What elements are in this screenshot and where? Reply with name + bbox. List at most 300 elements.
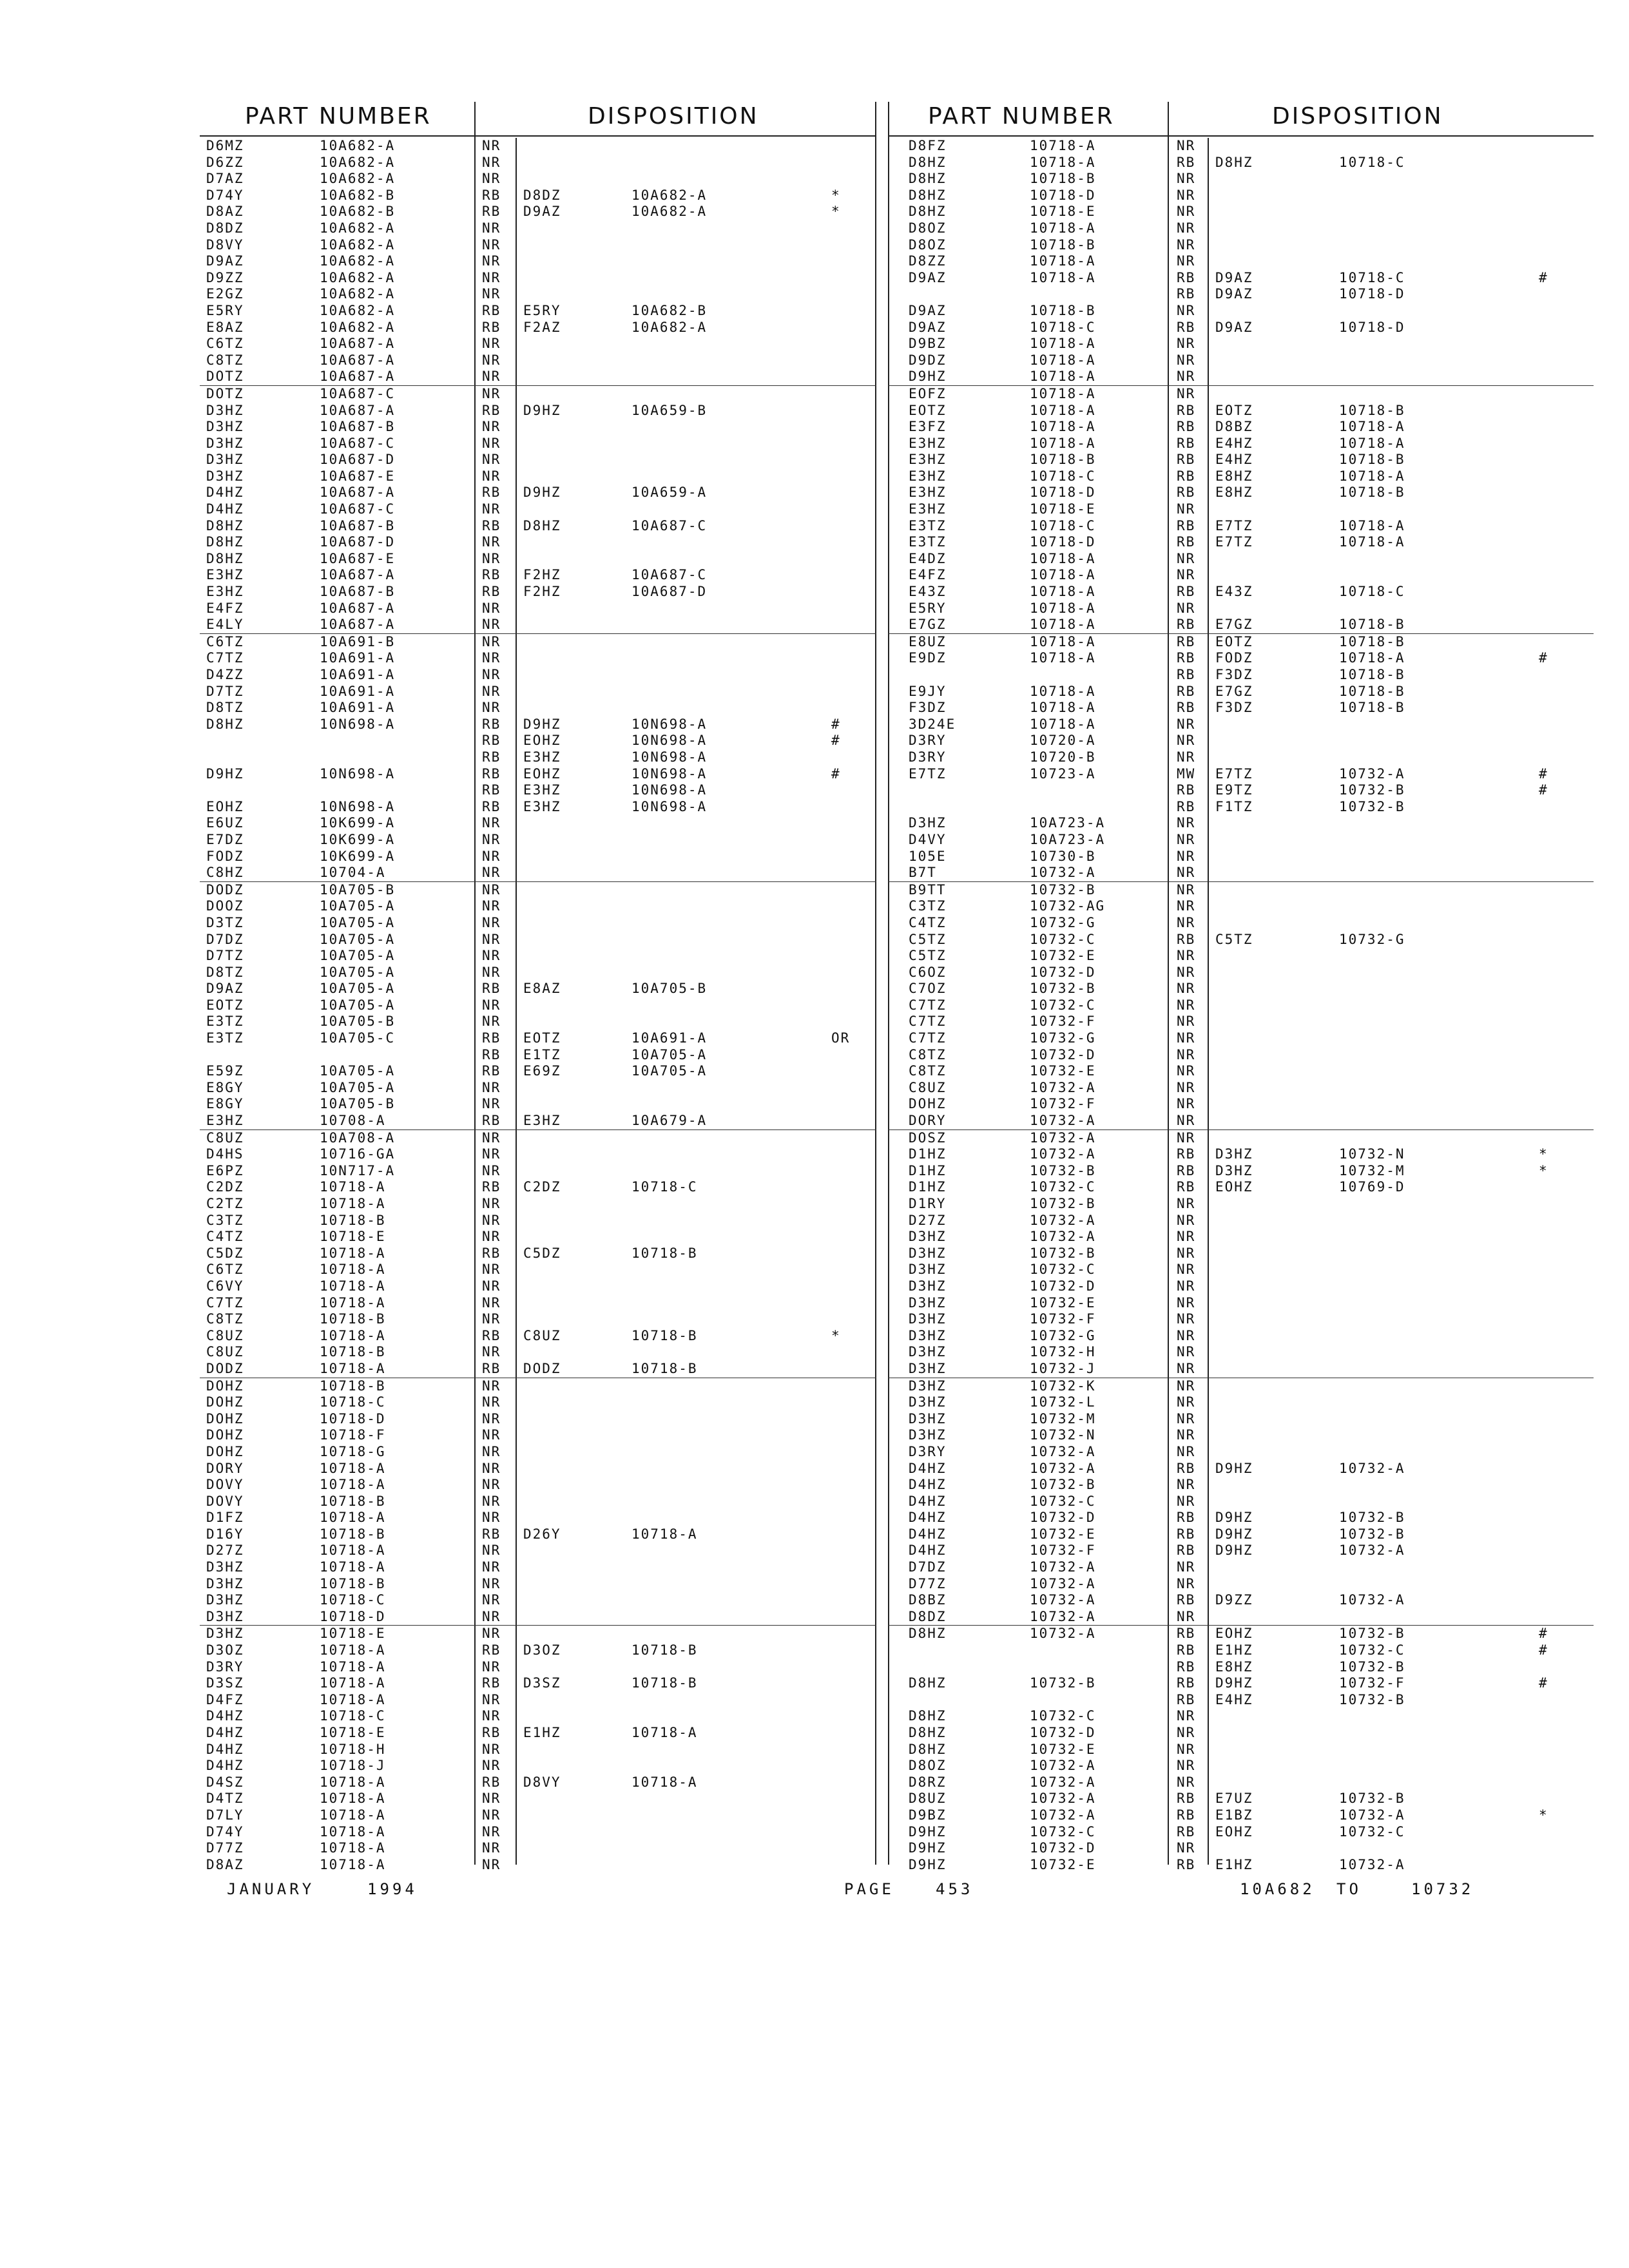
part-prefix: D7DZ [206, 931, 244, 947]
note-mark: * [831, 187, 841, 203]
part-number: 10A691-B [320, 633, 396, 649]
part-prefix: D4HZ [909, 1510, 947, 1526]
part-number: 10732-A [1030, 1229, 1096, 1245]
part-prefix: D3TZ [206, 914, 244, 930]
disposition-code: NR [482, 336, 501, 352]
disposition-code: NR [1177, 898, 1196, 914]
part-number: 10718-A [320, 1856, 386, 1872]
note-mark: # [1539, 1626, 1548, 1642]
part-number: 10732-E [1030, 1526, 1096, 1542]
part-prefix: B7T [909, 865, 937, 881]
table-row [888, 403, 1594, 419]
disposition-code: NR [1177, 1262, 1196, 1278]
disposition-code: RB [1177, 1675, 1196, 1691]
part-prefix: D27Z [206, 1542, 244, 1559]
disposition-code: RB [1177, 419, 1196, 435]
part-prefix: D3HZ [909, 1410, 947, 1427]
part-number: 10N717-A [320, 1162, 396, 1178]
disposition-code: NR [1177, 1443, 1196, 1459]
table-row [200, 1774, 876, 1791]
part-number: 10732-A [1030, 1129, 1096, 1146]
part-prefix: D7DZ [909, 1559, 947, 1575]
table-row [200, 1427, 876, 1444]
part-number: 10718-A [320, 1278, 386, 1294]
part-prefix: E4DZ [909, 550, 947, 566]
disposition-code: NR [1177, 1360, 1196, 1376]
disposition-code: NR [1177, 204, 1196, 220]
part-prefix: D3HZ [909, 815, 947, 831]
part-number: 10A682-A [320, 302, 396, 318]
part-prefix: DOVY [206, 1493, 244, 1509]
replacement-prefix: E3HZ [523, 782, 561, 798]
disposition-code: RB [1177, 798, 1196, 814]
part-prefix: C4TZ [909, 914, 947, 930]
replacement-prefix: E4HZ [1215, 452, 1253, 468]
disposition-code: RB [1177, 402, 1196, 418]
part-prefix: D3RY [909, 733, 947, 749]
table-row [200, 684, 876, 700]
part-prefix: D8AZ [206, 204, 244, 220]
table-row [888, 1179, 1594, 1196]
part-number: 10A705-A [320, 1079, 396, 1095]
part-number: 10718-B [320, 1344, 386, 1360]
replacement-prefix: D9ZZ [1215, 1592, 1253, 1608]
disposition-code: NR [1177, 881, 1196, 898]
disposition-code: NR [1177, 1245, 1196, 1261]
replacement-number: 10718-A [1339, 517, 1405, 533]
table-row [200, 1213, 876, 1229]
table-row [888, 1245, 1594, 1262]
table-row [200, 849, 876, 865]
part-prefix: C4TZ [206, 1229, 244, 1245]
footer-range-to-label: TO [1336, 1880, 1362, 1898]
part-number: 10732-A [1030, 1608, 1096, 1624]
replacement-prefix: E3HZ [523, 1113, 561, 1129]
part-number: 10718-A [1030, 269, 1096, 285]
table-row [888, 1427, 1594, 1444]
part-prefix: C6TZ [206, 633, 244, 649]
disposition-code: NR [1177, 352, 1196, 368]
disposition-code: NR [1177, 1229, 1196, 1245]
part-number: 10732-B [1030, 1196, 1096, 1211]
disposition-code: NR [482, 633, 501, 649]
table-row [200, 1824, 876, 1841]
replacement-number: 10732-B [1339, 1791, 1405, 1807]
table-row [200, 965, 876, 981]
disposition-code: NR [1177, 1096, 1196, 1112]
part-number: 10718-C [320, 1592, 386, 1608]
part-prefix: D3HZ [206, 1626, 244, 1642]
table-row [888, 815, 1594, 832]
part-prefix: C5TZ [909, 931, 947, 947]
disposition-code: NR [482, 914, 501, 930]
part-number: 10720-B [1030, 749, 1096, 765]
table-row [200, 1311, 876, 1328]
note-mark: # [831, 733, 841, 749]
replacement-number: 10718-B [1339, 700, 1405, 716]
table-row [888, 1047, 1594, 1064]
part-prefix: C8TZ [909, 1046, 947, 1062]
table-row [200, 336, 876, 352]
table-row [200, 1675, 876, 1692]
disposition-code: RB [1177, 700, 1196, 716]
part-number: 10720-A [1030, 733, 1096, 749]
disposition-code: MW [1177, 765, 1196, 782]
replacement-prefix: E43Z [1215, 584, 1253, 600]
part-prefix: D6ZZ [206, 154, 244, 170]
replacement-number: 10N698-A [631, 782, 708, 798]
disposition-code: NR [1177, 220, 1196, 236]
disposition-code: RB [482, 716, 501, 732]
replacement-number: 10718-B [631, 1327, 698, 1343]
table-row [200, 1411, 876, 1428]
part-number: 10A687-A [320, 402, 396, 418]
disposition-code: RB [1177, 667, 1196, 682]
table-row [200, 584, 876, 601]
disposition-code: NR [482, 1443, 501, 1459]
part-number: 10732-E [1030, 948, 1096, 964]
replacement-number: 10718-B [1339, 617, 1405, 633]
part-prefix: E8UZ [909, 633, 947, 649]
part-number: 10A705-C [320, 1030, 396, 1046]
replacement-prefix: E5RY [523, 302, 561, 318]
disposition-code: NR [482, 154, 501, 170]
disposition-code: RB [482, 187, 501, 203]
part-prefix: D3HZ [206, 1592, 244, 1608]
part-number: 10732-N [1030, 1427, 1096, 1443]
disposition-code: NR [482, 1096, 501, 1112]
table-row [888, 799, 1594, 816]
disposition-code: NR [482, 617, 501, 633]
part-number: 10A687-B [320, 419, 396, 435]
part-prefix: DOHZ [206, 1378, 244, 1394]
note-mark: # [1539, 269, 1548, 285]
part-number: 10A682-A [320, 220, 396, 236]
disposition-code: NR [482, 997, 501, 1013]
part-prefix: E3TZ [909, 517, 947, 533]
table-row [888, 204, 1594, 220]
table-row [888, 948, 1594, 965]
part-prefix: E3HZ [206, 584, 244, 600]
replacement-prefix: E8HZ [1215, 468, 1253, 484]
part-number: 10A687-A [320, 567, 396, 583]
part-prefix: D9AZ [206, 253, 244, 269]
disposition-code: RB [1177, 1856, 1196, 1872]
part-prefix: D9HZ [909, 1823, 947, 1840]
part-number: 10732-F [1030, 1014, 1096, 1030]
table-row [888, 716, 1594, 733]
table-row [888, 369, 1594, 386]
part-prefix: D8HZ [909, 1725, 947, 1740]
table-row [200, 749, 876, 766]
disposition-code: NR [482, 419, 501, 435]
part-number: 10A687-C [320, 385, 396, 401]
table-row [200, 1494, 876, 1510]
table-row [200, 782, 876, 799]
table-row [888, 1213, 1594, 1229]
part-prefix: E7DZ [206, 831, 244, 847]
disposition-code: RB [1177, 1642, 1196, 1658]
disposition-code: RB [482, 1063, 501, 1079]
disposition-code: RB [482, 1327, 501, 1343]
disposition-code: RB [1177, 683, 1196, 699]
disposition-code: NR [482, 1608, 501, 1624]
table-row [200, 733, 876, 749]
replacement-prefix: D8VY [523, 1774, 561, 1790]
part-number: 10732-D [1030, 1510, 1096, 1526]
replacement-prefix: E8HZ [1215, 1658, 1253, 1675]
table-row [888, 253, 1594, 270]
part-number: 10732-D [1030, 1840, 1096, 1856]
replacement-prefix: D8BZ [1215, 419, 1253, 435]
part-prefix: 105E [909, 848, 947, 864]
note-mark: * [1539, 1162, 1548, 1178]
part-number: 10718-A [1030, 600, 1096, 616]
part-number: 10A723-A [1030, 815, 1106, 831]
part-prefix: C6TZ [206, 336, 244, 352]
table-row [200, 1840, 876, 1857]
table-row [888, 1411, 1594, 1428]
replacement-number: 10732-F [1339, 1675, 1405, 1691]
part-prefix: D1HZ [909, 1179, 947, 1195]
note-mark: * [1539, 1807, 1548, 1823]
disposition-code: RB [1177, 435, 1196, 451]
disposition-code: NR [1177, 1014, 1196, 1030]
disposition-code: NR [482, 700, 501, 716]
part-number: 10718-B [320, 1311, 386, 1327]
disposition-code: RB [1177, 633, 1196, 649]
part-prefix: D4HZ [206, 1725, 244, 1740]
disposition-code: NR [482, 1840, 501, 1856]
part-prefix: D3HZ [206, 468, 244, 484]
disposition-code: RB [1177, 1823, 1196, 1840]
table-row [200, 171, 876, 187]
disposition-header: DISPOSITION [1272, 103, 1443, 130]
part-number: 10718-C [320, 1394, 386, 1410]
table-row [200, 915, 876, 932]
disposition-code: NR [482, 1460, 501, 1476]
table-row [888, 617, 1594, 634]
part-number: 10N698-A [320, 798, 396, 814]
part-number: 10N698-A [320, 765, 396, 782]
disposition-code: RB [1177, 1526, 1196, 1542]
replacement-number: 10732-B [1339, 1626, 1405, 1642]
replacement-number: 10732-A [1339, 1460, 1405, 1476]
note-mark: * [1539, 1146, 1548, 1162]
part-number: 10718-A [320, 1823, 386, 1840]
table-row [888, 352, 1594, 369]
table-row [888, 1063, 1594, 1080]
part-number: 10718-A [1030, 352, 1096, 368]
replacement-prefix: C5DZ [523, 1245, 561, 1261]
part-number: 10730-B [1030, 848, 1096, 864]
disposition-code: NR [1177, 1294, 1196, 1311]
replacement-prefix: D3SZ [523, 1675, 561, 1691]
part-number: 10718-D [320, 1608, 386, 1624]
replacement-prefix: D9HZ [1215, 1510, 1253, 1526]
disposition-code: NR [1177, 1327, 1196, 1343]
note-mark: # [831, 716, 841, 732]
table-row [888, 1096, 1594, 1113]
replacement-number: 10732-M [1339, 1162, 1405, 1178]
replacement-prefix: D9HZ [1215, 1460, 1253, 1476]
part-prefix: E8AZ [206, 319, 244, 335]
part-number: 10732-A [1030, 1079, 1096, 1095]
replacement-number: 10718-C [1339, 269, 1405, 285]
part-prefix: B9TT [909, 881, 947, 898]
part-number: 10718-A [320, 1774, 386, 1790]
left-table [200, 102, 876, 1872]
disposition-code: NR [482, 1807, 501, 1823]
part-number: 10718-A [320, 1294, 386, 1311]
disposition-code: NR [482, 1510, 501, 1526]
table-row [888, 601, 1594, 617]
table-row [888, 436, 1594, 452]
part-number: 10A691-A [320, 700, 396, 716]
disposition-code: NR [482, 1741, 501, 1757]
part-prefix: D1HZ [909, 1146, 947, 1162]
replacement-prefix: F2HZ [523, 584, 561, 600]
disposition-code: RB [1177, 1179, 1196, 1195]
table-row [888, 270, 1594, 287]
replacement-number: 10718-B [631, 1642, 698, 1658]
part-prefix: D3HZ [909, 1394, 947, 1410]
part-prefix: D4HZ [909, 1460, 947, 1476]
part-prefix: D4HZ [206, 1708, 244, 1724]
part-prefix: D8DZ [206, 220, 244, 236]
table-row [200, 1328, 876, 1345]
table-row [888, 915, 1594, 932]
part-number: 10718-C [1030, 319, 1096, 335]
part-prefix: D9AZ [909, 319, 947, 335]
table-row [888, 1196, 1594, 1213]
replacement-number: 10769-D [1339, 1179, 1405, 1195]
part-prefix: EOHZ [206, 798, 244, 814]
part-prefix: E3HZ [909, 501, 947, 517]
part-prefix: C7TZ [909, 1030, 947, 1046]
replacement-prefix: EOHZ [1215, 1626, 1253, 1642]
part-prefix: C8TZ [909, 1063, 947, 1079]
part-prefix: C3TZ [909, 898, 947, 914]
disposition-code: NR [482, 1196, 501, 1211]
part-number: 10718-A [1030, 716, 1096, 732]
part-prefix: C3TZ [206, 1212, 244, 1228]
replacement-prefix: D3OZ [523, 1642, 561, 1658]
part-prefix: D8DZ [909, 1608, 947, 1624]
part-number: 10A687-A [320, 352, 396, 368]
table-row [200, 1461, 876, 1477]
part-number: 10A687-A [320, 369, 396, 385]
disposition-code: RB [1177, 1162, 1196, 1178]
replacement-number: 10718-B [1339, 485, 1405, 501]
part-number: 10732-E [1030, 1063, 1096, 1079]
replacement-number: 10732-A [1339, 1592, 1405, 1608]
part-prefix: D8ZZ [909, 253, 947, 269]
table-row [200, 634, 876, 651]
replacement-prefix: E8AZ [523, 981, 561, 997]
table-row [888, 865, 1594, 882]
table-row [888, 1030, 1594, 1047]
replacement-number: 10N698-A [631, 716, 708, 732]
table-row [200, 1063, 876, 1080]
table-row [888, 1394, 1594, 1411]
disposition-code: RB [1177, 534, 1196, 550]
part-number: 10718-A [320, 1179, 386, 1195]
replacement-prefix: E4HZ [1215, 435, 1253, 451]
part-prefix: E43Z [909, 584, 947, 600]
table-row [200, 1229, 876, 1245]
table-row [888, 1130, 1594, 1147]
disposition-code: NR [1177, 1741, 1196, 1757]
table-row [200, 1510, 876, 1526]
disposition-code: NR [482, 1294, 501, 1311]
part-prefix: D3SZ [206, 1675, 244, 1691]
part-number: 10718-A [320, 1542, 386, 1559]
disposition-code: NR [1177, 1708, 1196, 1724]
disposition-code: RB [1177, 1626, 1196, 1642]
part-prefix: D3HZ [909, 1327, 947, 1343]
part-prefix: D3HZ [206, 1559, 244, 1575]
table-row [200, 1096, 876, 1113]
part-prefix: D9AZ [909, 269, 947, 285]
disposition-code: NR [1177, 236, 1196, 253]
table-row [888, 1014, 1594, 1030]
part-prefix: D4ZZ [206, 667, 244, 682]
part-number: 10A682-A [320, 138, 396, 153]
part-prefix: D8HZ [206, 534, 244, 550]
part-prefix: D9HZ [909, 1856, 947, 1872]
replacement-prefix: E3HZ [523, 749, 561, 765]
table-row [200, 436, 876, 452]
part-prefix: D1HZ [909, 1162, 947, 1178]
table-row [888, 650, 1594, 667]
table-row [200, 1344, 876, 1361]
part-number: 10732-A [1030, 1791, 1096, 1807]
part-prefix: C6VY [206, 1278, 244, 1294]
part-number: 10718-B [1030, 171, 1096, 187]
disposition-code: NR [482, 220, 501, 236]
disposition-code: NR [482, 1559, 501, 1575]
table-row [888, 1163, 1594, 1180]
table-row [888, 1675, 1594, 1692]
part-prefix: D3HZ [909, 1311, 947, 1327]
table-row [200, 882, 876, 899]
disposition-code: NR [1177, 1344, 1196, 1360]
replacement-number: 10718-B [1339, 667, 1405, 682]
table-row [888, 1774, 1594, 1791]
table-row [888, 1592, 1594, 1609]
part-prefix: D7LY [206, 1807, 244, 1823]
replacement-number: 10A682-B [631, 302, 708, 318]
disposition-code: RB [482, 1642, 501, 1658]
table-row [888, 567, 1594, 584]
disposition-code: NR [482, 1378, 501, 1394]
table-row [200, 1130, 876, 1147]
table-row [200, 1113, 876, 1130]
disposition-code: NR [482, 1014, 501, 1030]
part-number: 10718-A [1030, 402, 1096, 418]
table-row [888, 534, 1594, 551]
table-row [888, 1229, 1594, 1245]
table-row [888, 501, 1594, 518]
part-prefix: D3HZ [909, 1294, 947, 1311]
disposition-code: NR [1177, 848, 1196, 864]
part-number: 10A687-A [320, 617, 396, 633]
part-prefix: D4HS [206, 1146, 244, 1162]
part-number: 10A682-B [320, 187, 396, 203]
part-number: 10A687-B [320, 584, 396, 600]
disposition-code: RB [1177, 1592, 1196, 1608]
